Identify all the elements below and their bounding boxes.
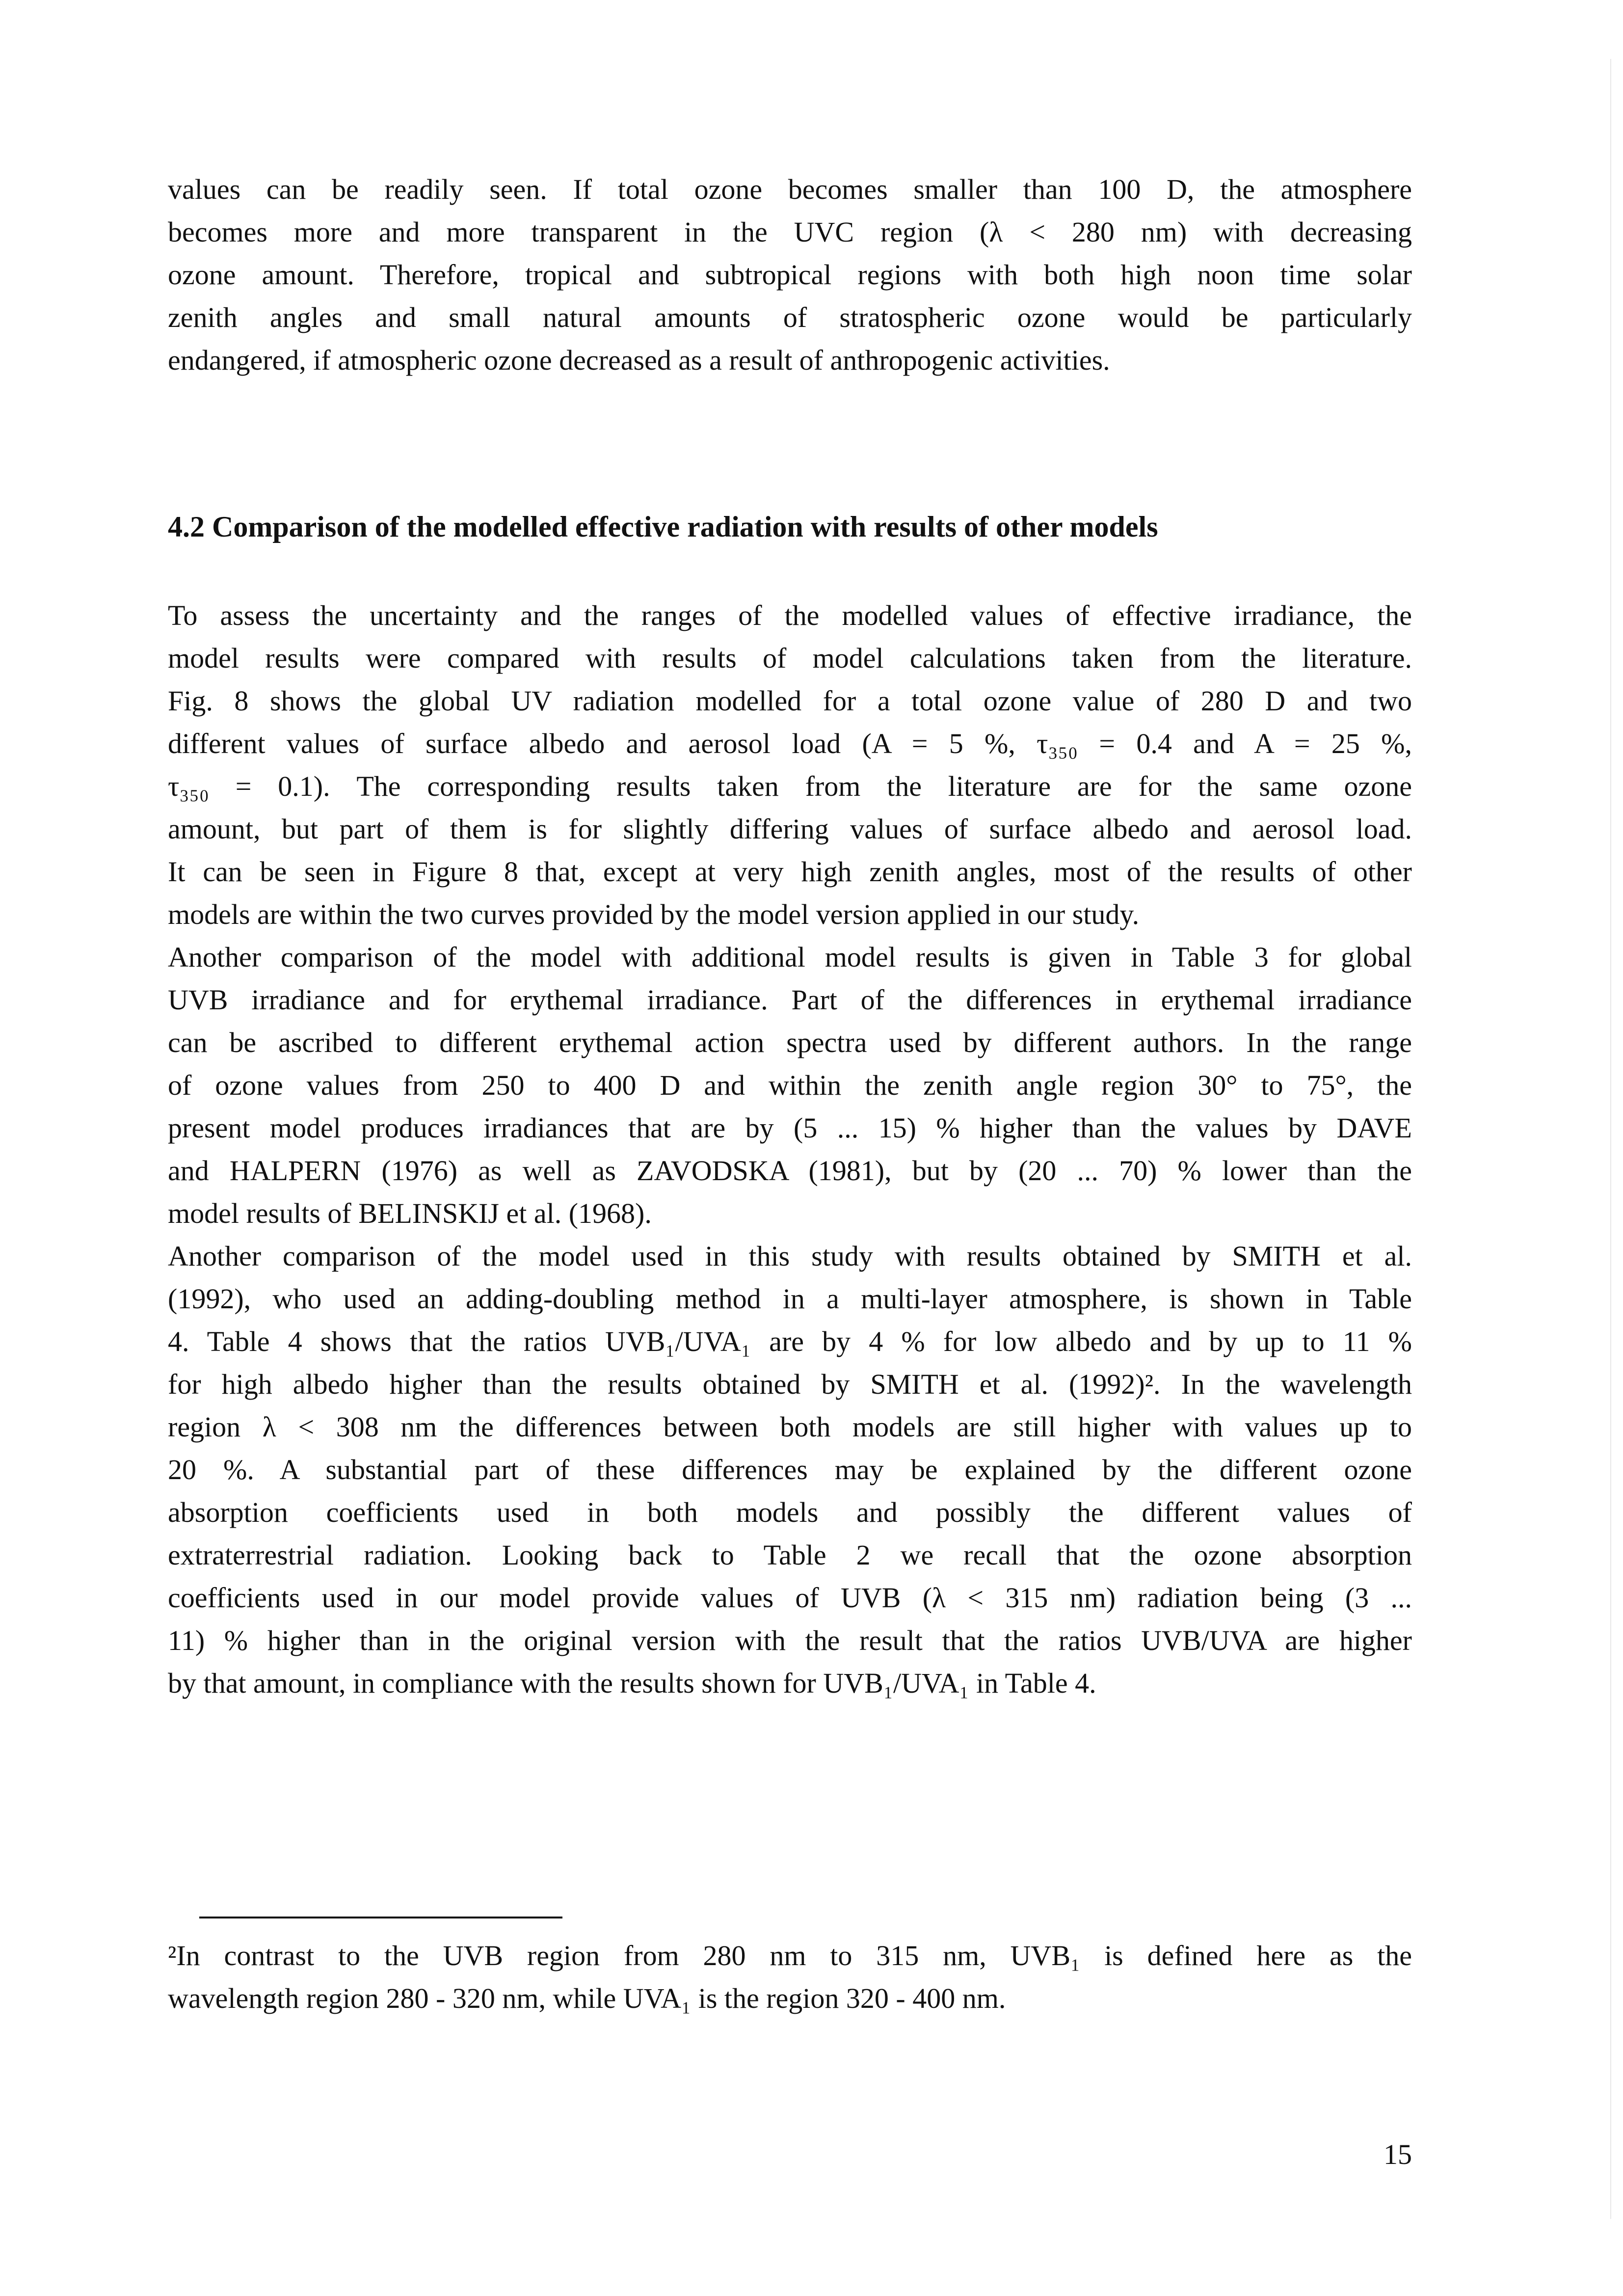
text-line: model results of BELINSKIJ et al. (1968).: [168, 1197, 652, 1229]
text-line: 11) % higher than in the original version with the result that the ratios UVB/UVA are higher: [168, 1624, 1412, 1656]
text-line: different values of surface albedo and aerosol load (A = 5 %, τ₃₅₀ = 0.4 and A = 25 %,: [168, 728, 1412, 759]
text-line: zenith angles and small natural amounts of stratospheric ozone would be particularly: [168, 301, 1412, 333]
footnote: [168, 1934, 1412, 2020]
intro-paragraph: [168, 168, 1412, 381]
section-heading: 4.2 Comparison of the modelled effective radiation with results of other models: [168, 511, 1158, 543]
text-line: becomes more and more transparent in the UVC region (λ < 280 nm) with decreasing: [168, 216, 1412, 248]
text-line: values can be readily seen. If total ozone becomes smaller than 100 D, the atmosphere: [168, 173, 1412, 205]
text-line: model results were compared with results of model calculations taken from the literature.: [168, 642, 1412, 674]
text-line: models are within the two curves provided by the model version applied in our study.: [168, 898, 1140, 930]
text-line: ozone amount. Therefore, tropical and subtropical regions with both high noon time solar: [168, 259, 1412, 291]
footnote-line: wavelength region 280 - 320 nm, while UVA₁ is the region 320 - 400 nm.: [168, 1982, 1006, 2014]
page-number: 15: [1384, 2138, 1412, 2170]
text-line: Another comparison of the model used in this study with results obtained by SMITH et al.: [168, 1240, 1412, 1272]
text-line: (1992), who used an adding-doubling method in a multi-layer atmosphere, is shown in Table: [168, 1283, 1412, 1315]
text-line: region λ < 308 nm the differences between both models are still higher with values up to: [168, 1411, 1412, 1443]
text-line: by that amount, in compliance with the results shown for UVB₁/UVA₁ in Table 4.: [168, 1667, 1096, 1699]
text-line: absorption coefficients used in both models and possibly the different values of: [168, 1496, 1412, 1528]
text-line: coefficients used in our model provide values of UVB (λ < 315 nm) radiation being (3 ...: [168, 1582, 1412, 1614]
text-line: UVB irradiance and for erythemal irradiance. Part of the differences in erythemal irradiance: [168, 984, 1412, 1016]
page-edge-line: [1610, 59, 1611, 2219]
text-line: present model produces irradiances that are by (5 ... 15) % higher than the values by DAVE: [168, 1112, 1412, 1144]
text-line: and HALPERN (1976) as well as ZAVODSKA (1981), but by (20 ... 70) % lower than the: [168, 1155, 1412, 1187]
text-line: To assess the uncertainty and the ranges of the modelled values of effective irradiance, the: [168, 599, 1412, 631]
text-line: extraterrestrial radiation. Looking back to Table 2 we recall that the ozone absorption: [168, 1539, 1412, 1571]
text-line: 20 %. A substantial part of these differences may be explained by the different ozone: [168, 1454, 1412, 1486]
text-line: It can be seen in Figure 8 that, except at very high zenith angles, most of the results of other: [168, 856, 1412, 888]
text-line: 4. Table 4 shows that the ratios UVB₁/UVA₁ are by 4 % for low albedo and by up to 11 %: [168, 1325, 1412, 1357]
footnote-divider: [199, 1917, 562, 1918]
text-line: Another comparison of the model with additional model results is given in Table 3 for global: [168, 941, 1412, 973]
text-line: endangered, if atmospheric ozone decreased as a result of anthropogenic activities.: [168, 344, 1110, 376]
text-line: Fig. 8 shows the global UV radiation modelled for a total ozone value of 280 D and two: [168, 685, 1412, 717]
text-line: can be ascribed to different erythemal action spectra used by different authors. In the range: [168, 1026, 1412, 1058]
section-body: [168, 594, 1412, 1704]
text-line: τ₃₅₀ = 0.1). The corresponding results taken from the literature are for the same ozone: [168, 770, 1412, 802]
text-line: of ozone values from 250 to 400 D and within the zenith angle region 30° to 75°, the: [168, 1069, 1412, 1101]
text-line: for high albedo higher than the results obtained by SMITH et al. (1992)². In the wavelength: [168, 1368, 1412, 1400]
footnote-line: ²In contrast to the UVB region from 280 nm to 315 nm, UVB₁ is defined here as the: [168, 1940, 1412, 1972]
text-line: amount, but part of them is for slightly differing values of surface albedo and aerosol load.: [168, 813, 1412, 845]
